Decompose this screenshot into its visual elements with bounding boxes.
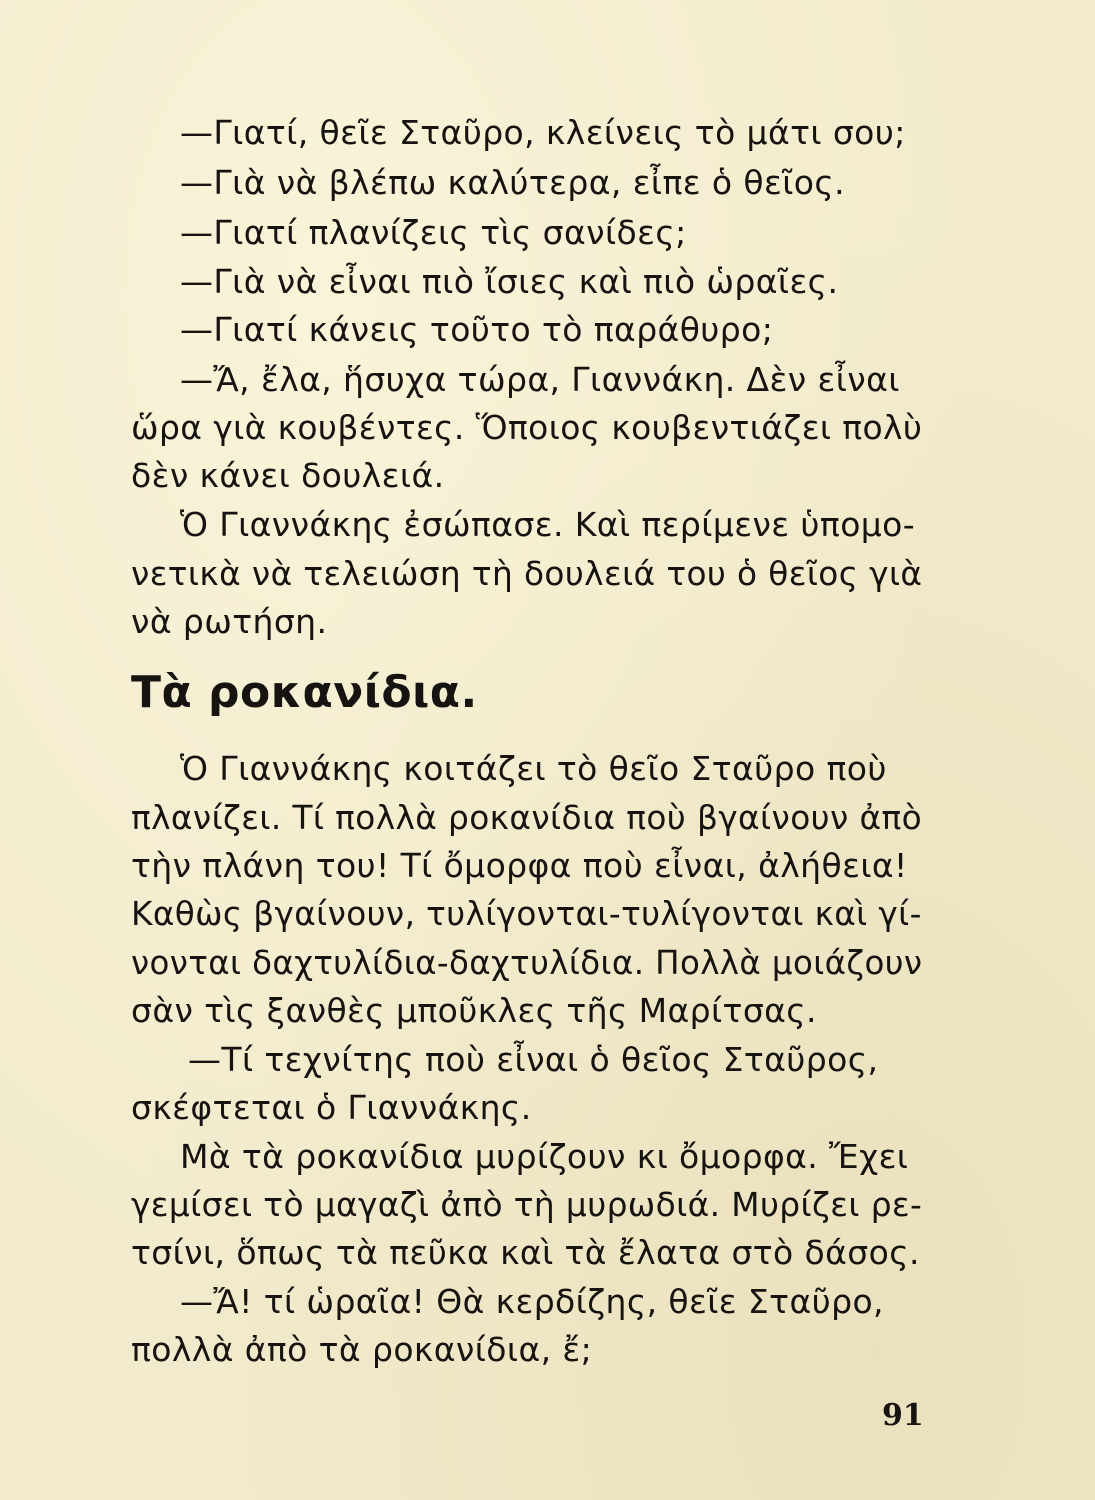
page-number: 91 [882,1398,924,1433]
text-line: πολλὰ ἀπὸ τὰ ροκανίδια, ἔ; [131,1330,593,1369]
text-line: νονται δαχτυλίδια-δαχτυλίδια. Πολλὰ μοιάζουν [131,943,923,982]
text-line: —Γιὰ νὰ εἶναι πιὸ ἴσιες καὶ πιὸ ὡραῖες. [180,262,839,301]
text-line: —Ἄ! τί ὡραῖα! Θὰ κερδίζης, θεῖε Σταῦρο, [180,1282,884,1321]
text-line: —Ἄ, ἔλα, ἥσυχα τώρα, Γιαννάκη. Δὲν εἶναι [180,360,900,399]
text-line: νετικὰ νὰ τελειώση τὴ δουλειά του ὁ θεῖος γιὰ [131,554,923,593]
text-line: πλανίζει. Τί πολλὰ ροκανίδια ποὺ βγαίνουν ἀπὸ [131,798,923,837]
text-line: —Γιατί κάνεις τοῦτο τὸ παράθυρο; [180,310,774,349]
text-line: νὰ ρωτήση. [131,602,328,641]
text-line: δὲν κάνει δουλειά. [131,456,445,495]
text-line: —Γιατί πλανίζεις τὶς σανίδες; [180,213,687,252]
text-line: Μὰ τὰ ροκανίδια μυρίζουν κι ὄμορφα. Ἔχει [180,1137,909,1176]
text-line: Ὁ Γιαννάκης κοιτάζει τὸ θεῖο Σταῦρο ποὺ [180,749,887,788]
text-line: —Γιὰ νὰ βλέπω καλύτερα, εἶπε ὁ θεῖος. [180,163,846,202]
text-line: σκέφτεται ὁ Γιαννάκης. [131,1088,532,1127]
text-line: ὥρα γιὰ κουβέντες. Ὅποιος κουβεντιάζει πολὺ [131,408,923,447]
text-line: Ὁ Γιαννάκης ἐσώπασε. Καὶ περίμενε ὑπομο- [180,505,916,544]
text-line: —Γιατί, θεῖε Σταῦρο, κλείνεις τὸ μάτι σου; [180,113,906,152]
text-line: —Τί τεχνίτης ποὺ εἶναι ὁ θεῖος Σταῦρος, [188,1040,879,1079]
text-line: σὰν τὶς ξανθὲς μποῦκλες τῆς Μαρίτσας. [131,991,817,1030]
section-heading: Τὰ ροκανίδια. [131,667,478,718]
text-line: Καθὼς βγαίνουν, τυλίγονται-τυλίγονται καὶ γί- [131,894,922,933]
text-line: τὴν πλάνη του! Τί ὄμορφα ποὺ εἶναι, ἀλήθεια! [131,846,908,885]
text-line: τσίνι, ὅπως τὰ πεῦκα καὶ τὰ ἔλατα στὸ δάσος. [131,1233,920,1272]
text-line: γεμίσει τὸ μαγαζὶ ἀπὸ τὴ μυρωδιά. Μυρίζει ρε- [131,1185,923,1224]
